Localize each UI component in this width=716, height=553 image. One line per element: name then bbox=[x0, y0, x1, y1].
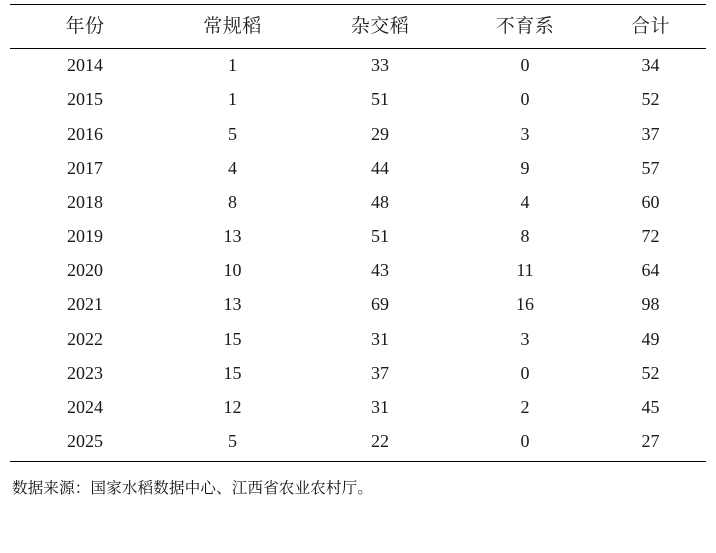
cell-year: 2020 bbox=[67, 260, 103, 281]
column-header-year: 年份 bbox=[10, 5, 160, 49]
table-row bbox=[10, 288, 706, 322]
table-row bbox=[10, 357, 706, 391]
cell-conventional-rice: 5 bbox=[228, 123, 237, 144]
column-header-conventional-rice: 常规稻 bbox=[160, 5, 305, 49]
cell-sterile-line: 3 bbox=[520, 123, 530, 144]
cell-total: 27 bbox=[595, 425, 706, 461]
cell-total: 57 bbox=[641, 157, 660, 178]
cell-sterile-line: 11 bbox=[516, 260, 534, 281]
cell-conventional-rice: 4 bbox=[228, 157, 237, 178]
cell-sterile-line: 16 bbox=[516, 294, 534, 315]
cell-hybrid-rice: 48 bbox=[371, 191, 389, 212]
table-header bbox=[10, 5, 706, 49]
table-row bbox=[10, 254, 706, 288]
cell-sterile-line: 0 bbox=[520, 89, 530, 110]
document-page bbox=[0, 4, 716, 553]
cell-total: 98 bbox=[641, 294, 660, 315]
cell-year: 2025 bbox=[10, 425, 160, 461]
cell-sterile-line: 0 bbox=[520, 362, 530, 383]
cell-conventional-rice: 5 bbox=[160, 425, 305, 461]
cell-conventional-rice: 1 bbox=[228, 55, 237, 76]
cell-conventional-rice: 8 bbox=[228, 191, 237, 212]
table-row bbox=[10, 391, 706, 425]
cell-hybrid-rice: 33 bbox=[371, 55, 389, 76]
cell-sterile-line: 8 bbox=[520, 226, 530, 247]
cell-hybrid-rice: 51 bbox=[371, 226, 389, 247]
cell-hybrid-rice: 51 bbox=[371, 89, 389, 110]
cell-total: 52 bbox=[641, 362, 660, 383]
cell-hybrid-rice: 31 bbox=[371, 396, 389, 417]
cell-hybrid-rice: 22 bbox=[305, 425, 455, 461]
cell-year: 2022 bbox=[67, 328, 103, 349]
table-row bbox=[10, 186, 706, 220]
table-row bbox=[10, 425, 706, 461]
cell-conventional-rice: 1 bbox=[228, 89, 237, 110]
cell-hybrid-rice: 29 bbox=[371, 123, 389, 144]
cell-sterile-line: 9 bbox=[520, 157, 530, 178]
cell-conventional-rice: 10 bbox=[223, 260, 242, 281]
table-body bbox=[10, 49, 706, 462]
cell-total: 60 bbox=[641, 191, 660, 212]
cell-total: 37 bbox=[641, 123, 660, 144]
table-row bbox=[10, 322, 706, 356]
cell-total: 45 bbox=[641, 396, 660, 417]
cell-year: 2018 bbox=[67, 191, 103, 212]
cell-year: 2019 bbox=[67, 226, 103, 247]
cell-year: 2016 bbox=[67, 123, 103, 144]
cell-conventional-rice: 15 bbox=[223, 328, 242, 349]
cell-year: 2023 bbox=[67, 362, 103, 383]
cell-total: 64 bbox=[641, 260, 660, 281]
cell-hybrid-rice: 69 bbox=[371, 294, 389, 315]
cell-hybrid-rice: 31 bbox=[371, 328, 389, 349]
column-header-sterile-line: 不育系 bbox=[455, 5, 595, 49]
cell-sterile-line: 4 bbox=[520, 191, 530, 212]
cell-conventional-rice: 12 bbox=[223, 396, 242, 417]
cell-total: 34 bbox=[641, 55, 660, 76]
table-row bbox=[10, 220, 706, 254]
cell-hybrid-rice: 44 bbox=[371, 157, 389, 178]
cell-year: 2021 bbox=[67, 294, 103, 315]
cell-sterile-line: 0 bbox=[520, 55, 530, 76]
cell-total: 49 bbox=[641, 328, 660, 349]
cell-year: 2017 bbox=[67, 157, 103, 178]
column-header-hybrid-rice: 杂交稻 bbox=[305, 5, 455, 49]
table-row bbox=[10, 152, 706, 186]
table-row bbox=[10, 49, 706, 84]
cell-sterile-line: 0 bbox=[455, 425, 595, 461]
cell-year: 2024 bbox=[67, 396, 103, 417]
cell-total: 52 bbox=[641, 89, 660, 110]
cell-conventional-rice: 13 bbox=[223, 226, 242, 247]
data-table bbox=[10, 4, 706, 462]
cell-sterile-line: 2 bbox=[520, 396, 530, 417]
table-row bbox=[10, 83, 706, 117]
cell-year: 2014 bbox=[67, 55, 103, 76]
cell-hybrid-rice: 43 bbox=[371, 260, 389, 281]
cell-year: 2015 bbox=[67, 89, 103, 110]
column-header-total: 合计 bbox=[595, 5, 706, 49]
cell-total: 72 bbox=[641, 226, 660, 247]
cell-sterile-line: 3 bbox=[520, 328, 530, 349]
cell-hybrid-rice: 37 bbox=[371, 362, 389, 383]
cell-conventional-rice: 15 bbox=[223, 362, 242, 383]
source-note: 数据来源：国家水稻数据中心、江西省农业农村厅。 bbox=[12, 479, 374, 497]
table-row bbox=[10, 117, 706, 151]
cell-conventional-rice: 13 bbox=[223, 294, 242, 315]
table-header-row bbox=[10, 5, 706, 49]
